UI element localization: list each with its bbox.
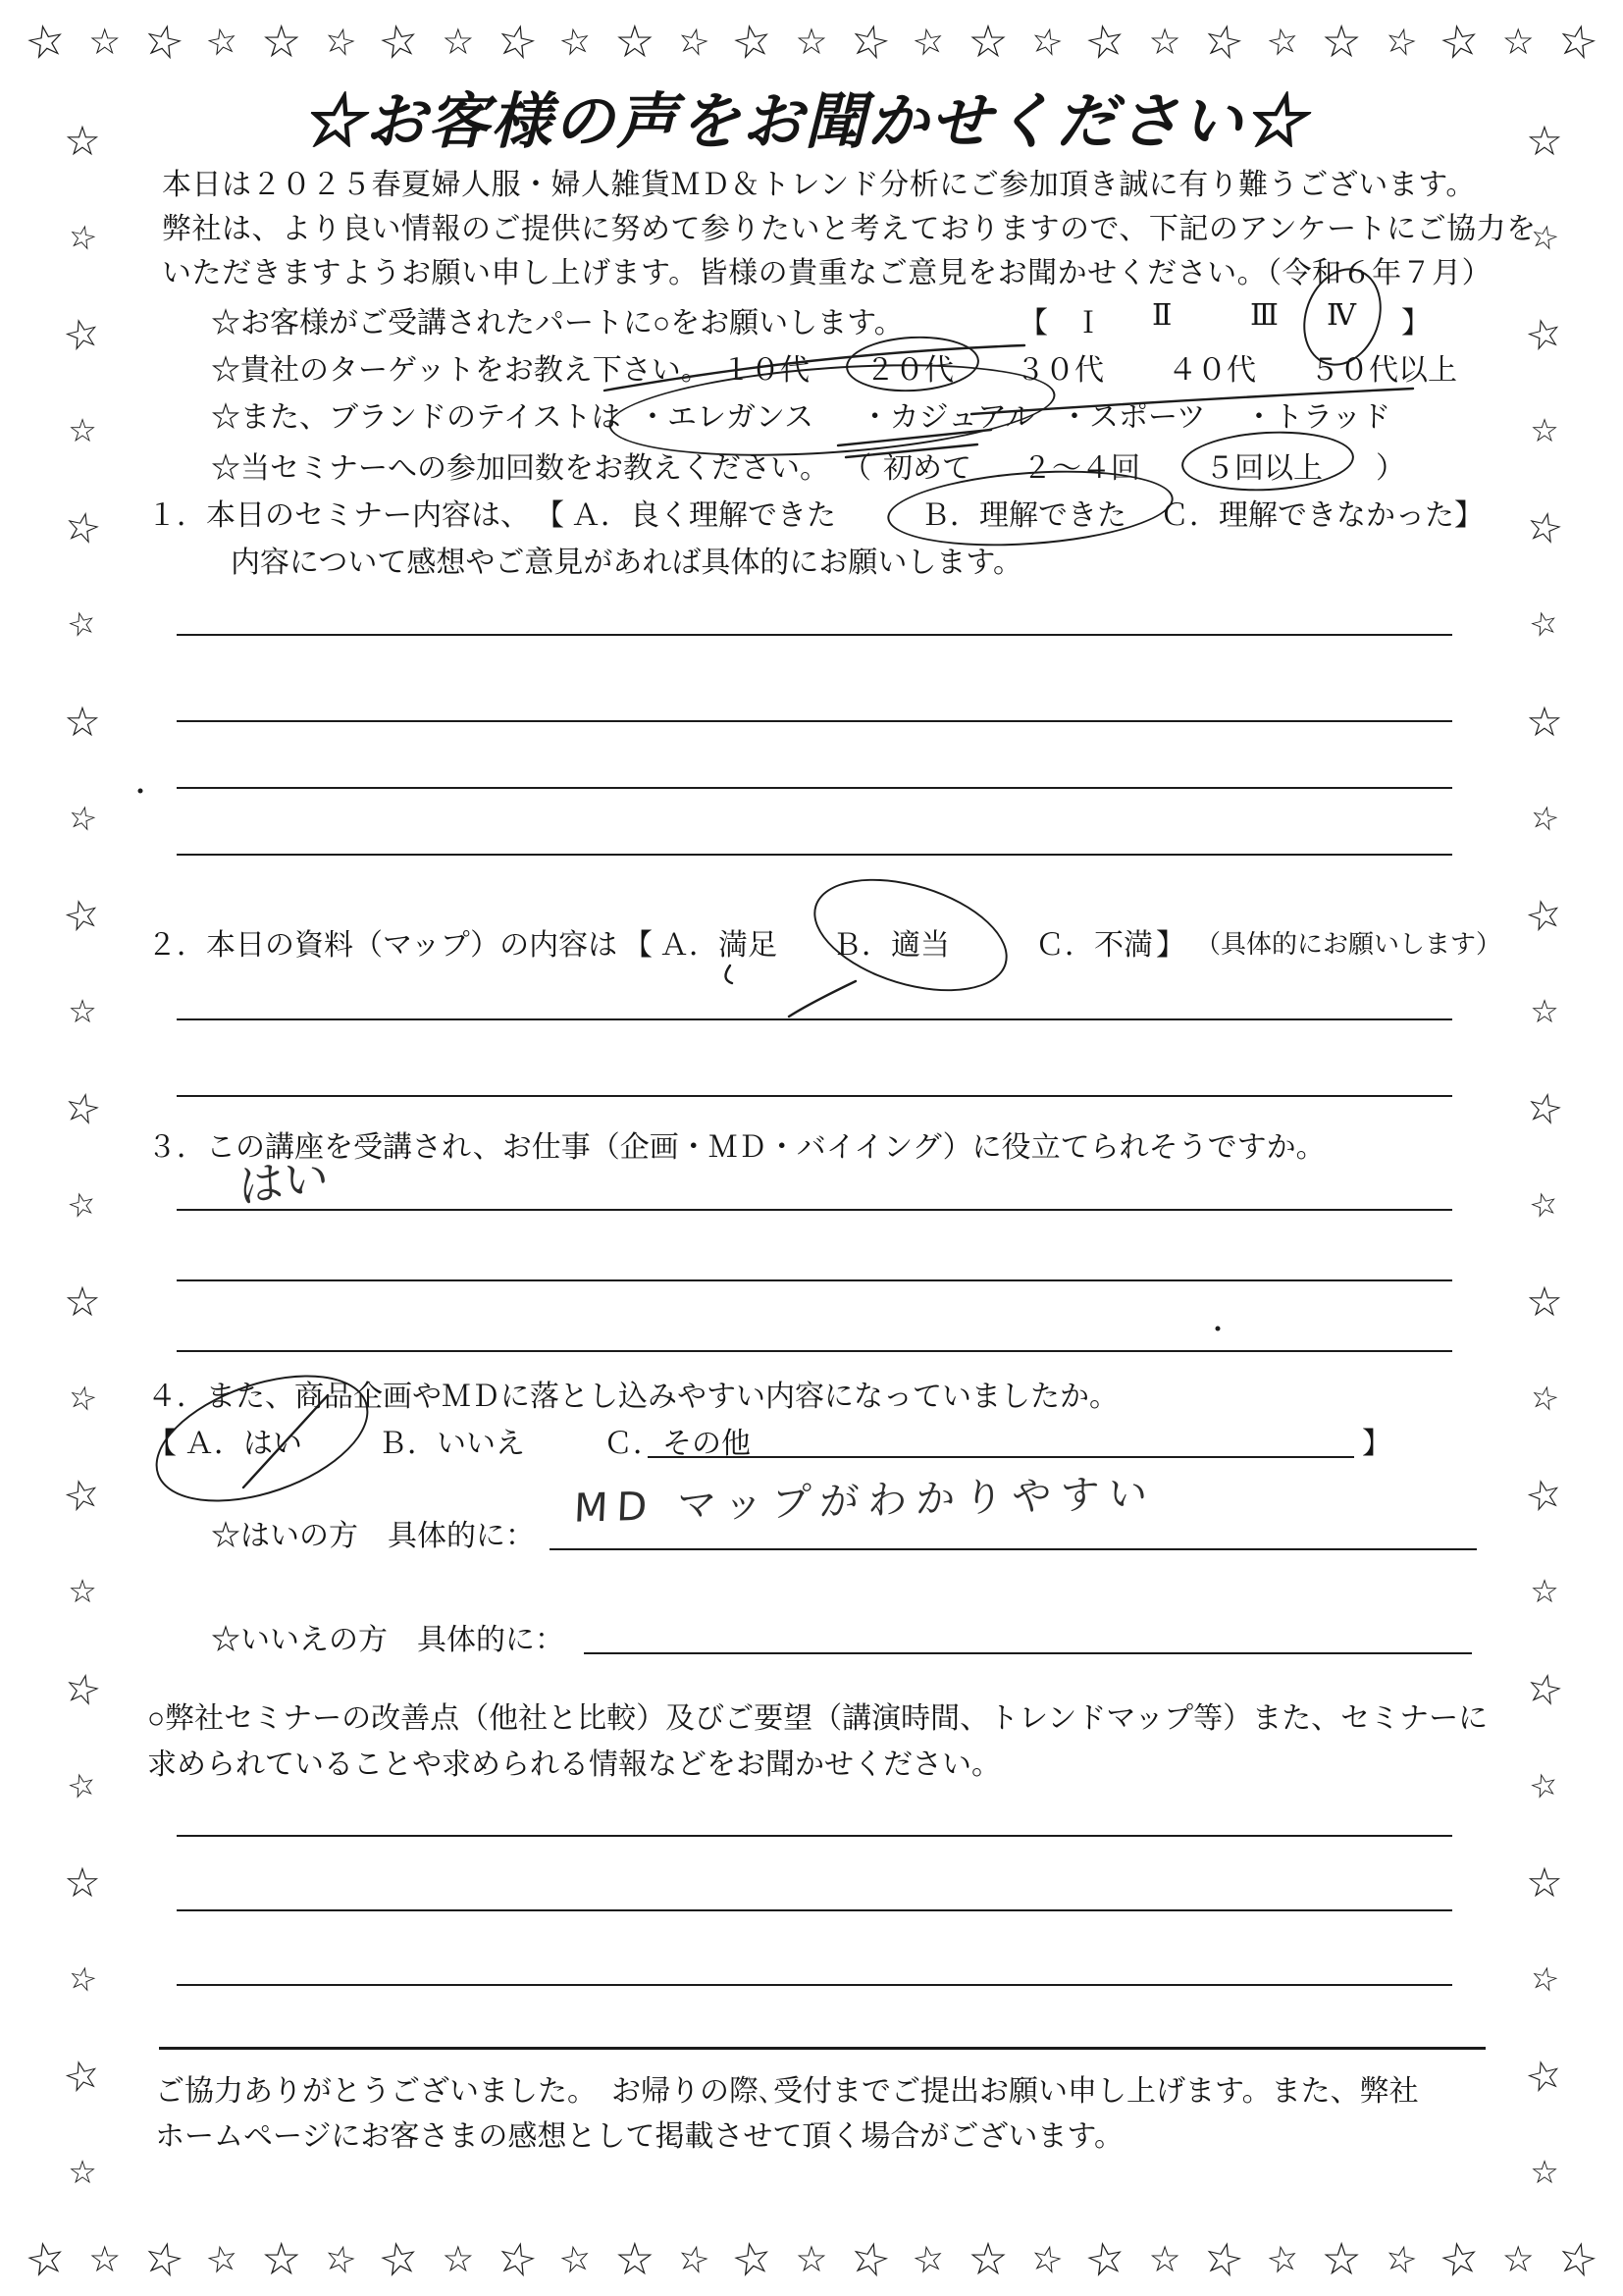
- answer-line: [177, 1835, 1452, 1837]
- border-star-icon: ☆: [1526, 1185, 1563, 1227]
- part-option-1: Ｉ: [1073, 307, 1103, 339]
- part-bracket-close: 】: [1401, 307, 1431, 339]
- border-star-icon: ☆: [1526, 218, 1563, 259]
- taste-option-elegance: ・エレガンス: [638, 401, 814, 434]
- q4-bracket-close: 】: [1362, 1428, 1391, 1460]
- border-star-icon: ☆: [1148, 22, 1181, 63]
- star-border-top: [21, 13, 1603, 71]
- border-star-icon: ☆: [88, 2239, 122, 2280]
- border-star-icon: ☆: [1380, 19, 1421, 66]
- part-question-label: ☆お客様がご受講されたパートに○をお願いします。: [211, 307, 904, 339]
- border-star-icon: ☆: [88, 22, 122, 63]
- border-star-icon: ☆: [1526, 1765, 1563, 1807]
- q3-label: ３．この講座を受講され、お仕事（企画・ＭＤ・バイイング）に役立てられそうですか。: [147, 1131, 1326, 1164]
- border-star-icon: ☆: [64, 218, 101, 259]
- q1-row: [0, 491, 1623, 532]
- border-star-icon: ☆: [64, 120, 101, 165]
- border-star-icon: ☆: [614, 2234, 655, 2284]
- pen-tail-q2: [789, 981, 856, 1017]
- target-option-30s: ３０代: [1016, 354, 1104, 387]
- border-star-icon: ☆: [68, 1575, 97, 1611]
- attendance-option-5plus: [1205, 444, 1323, 487]
- taste-options-circled-group: [638, 392, 1035, 436]
- answer-line: [177, 787, 1452, 789]
- border-star-icon: ☆: [1198, 2230, 1250, 2288]
- border-star-icon: ☆: [1321, 2234, 1362, 2284]
- border-star-icon: ☆: [68, 414, 97, 450]
- target-question-label: ☆貴社のターゲットをお教え下さい。: [211, 354, 710, 387]
- border-star-icon: ☆: [1530, 2155, 1559, 2191]
- q1-sub-label: 内容について感想やご意見があれば具体的にお願いします。: [231, 547, 1022, 579]
- border-star-icon: ☆: [1198, 13, 1250, 71]
- taste-question-label: ☆また、ブランドのテイストは: [211, 401, 621, 434]
- border-star-icon: ☆: [614, 17, 655, 67]
- border-star-icon: ☆: [492, 13, 543, 71]
- border-star-icon: ☆: [59, 309, 106, 363]
- border-star-icon: ☆: [59, 1664, 106, 1716]
- stray-mark-q2: [725, 965, 732, 983]
- border-star-icon: ☆: [59, 2051, 106, 2104]
- footer-rule: [159, 2047, 1486, 2050]
- border-star-icon: ☆: [261, 17, 302, 67]
- border-star-icon: ☆: [1501, 22, 1535, 63]
- answer-line: [177, 720, 1452, 722]
- border-star-icon: ☆: [202, 19, 242, 66]
- no-detail-label: ☆いいえの方 具体的に：: [211, 1624, 564, 1656]
- target-option-40s: ４０代: [1168, 354, 1256, 387]
- border-star-icon: ☆: [64, 1379, 101, 1420]
- border-star-icon: ☆: [909, 2236, 950, 2283]
- border-star-icon: ☆: [64, 1280, 101, 1327]
- border-star-icon: ☆: [1521, 2051, 1568, 2104]
- border-star-icon: ☆: [59, 502, 106, 555]
- taste-option-casual: ・カジュアル: [860, 401, 1035, 434]
- answer-line: [177, 1018, 1452, 1020]
- border-star-icon: ☆: [555, 19, 597, 66]
- attendance-question-row: [0, 444, 1623, 485]
- q2-option-b-label: Ｂ．適当: [832, 929, 950, 962]
- border-star-icon: ☆: [1551, 13, 1603, 71]
- answer-line: [177, 1350, 1452, 1352]
- border-star-icon: ☆: [59, 1083, 106, 1136]
- answer-line: [177, 1279, 1452, 1281]
- q4-option-b: Ｂ．いいえ: [378, 1428, 525, 1460]
- q1-label: １．本日のセミナー内容は、: [147, 499, 530, 532]
- border-star-icon: ☆: [59, 1470, 106, 1524]
- attendance-option-first: 初めて: [883, 452, 971, 485]
- border-star-icon: ☆: [1530, 994, 1559, 1030]
- border-star-icon: ☆: [319, 2236, 361, 2283]
- handwritten-yes-detail: MD マップがわかりやすい: [572, 1471, 1158, 1532]
- border-star-icon: ☆: [202, 2236, 242, 2283]
- q4-row: [0, 1372, 1623, 1413]
- border-star-icon: ☆: [1521, 309, 1568, 363]
- border-star-icon: ☆: [1434, 2230, 1485, 2288]
- border-star-icon: ☆: [555, 2236, 597, 2283]
- border-star-icon: ☆: [845, 13, 896, 71]
- border-star-icon: ☆: [1026, 19, 1068, 66]
- part-option-3: Ⅲ: [1250, 299, 1279, 332]
- q2-suffix: （具体的にお願いします）: [1195, 930, 1502, 959]
- border-star-icon: ☆: [64, 1860, 101, 1906]
- answer-line: [177, 1984, 1452, 1986]
- border-star-icon: ☆: [1526, 1959, 1563, 2001]
- border-star-icon: ☆: [374, 2230, 424, 2288]
- border-star-icon: ☆: [442, 22, 475, 63]
- border-star-icon: ☆: [319, 19, 361, 66]
- border-star-icon: ☆: [1434, 13, 1485, 71]
- part-option-2: Ⅱ: [1152, 299, 1173, 332]
- stray-dot-right: [1216, 1327, 1221, 1331]
- page-title: ☆お客様の声をお聞かせください☆: [301, 89, 1307, 156]
- stray-dot-left: [138, 789, 143, 794]
- q1-option-b: [920, 491, 1126, 534]
- footer-line-1: ご協力ありがとうございました。 お帰りの際､受付までご提出お願い申し上げます。また、弊社: [155, 2075, 1419, 2108]
- border-star-icon: ☆: [1521, 1470, 1568, 1524]
- border-star-icon: ☆: [1526, 120, 1563, 165]
- border-star-icon: ☆: [845, 2230, 896, 2288]
- border-star-icon: ☆: [64, 1765, 101, 1807]
- q1-bracket-close: 】: [1454, 499, 1484, 532]
- border-star-icon: ☆: [1530, 1575, 1559, 1611]
- border-star-icon: ☆: [1380, 2236, 1421, 2283]
- border-star-icon: ☆: [442, 2239, 475, 2280]
- yes-detail-label: ☆はいの方 具体的に：: [211, 1520, 535, 1552]
- answer-line: [177, 1209, 1452, 1211]
- q4-option-a: [184, 1419, 302, 1462]
- border-star-icon: ☆: [374, 13, 424, 71]
- border-star-icon: ☆: [68, 994, 97, 1030]
- border-star-icon: ☆: [1521, 889, 1568, 943]
- answer-line: [177, 1095, 1452, 1097]
- border-star-icon: ☆: [909, 19, 950, 66]
- part-bracket-open: 【: [1019, 307, 1048, 339]
- border-star-icon: ☆: [1530, 414, 1559, 450]
- q4-option-a-label: Ａ．はい: [184, 1428, 302, 1460]
- border-star-icon: ☆: [1551, 2230, 1603, 2288]
- intro-line-1: 本日は２０２５春夏婦人服・婦人雑貨ＭＤ＆トレンド分析にご参加頂き誠に有り難うございます。: [162, 169, 1476, 201]
- intro-line-2: 弊社は、より良い情報のご提供に努めて参りたいと考えておりますので、下記のアンケートにご協力を: [162, 213, 1537, 245]
- border-star-icon: ☆: [1321, 17, 1362, 67]
- border-star-icon: ☆: [1526, 1860, 1563, 1906]
- answer-line: [177, 634, 1452, 636]
- answer-line: [177, 1909, 1452, 1911]
- border-star-icon: ☆: [1080, 13, 1131, 71]
- q1-option-c: Ｃ．理解できなかった: [1160, 499, 1454, 532]
- q2-label: ２．本日の資料（マップ）の内容は: [147, 929, 618, 962]
- q4-bracket-open: 【: [147, 1428, 177, 1460]
- border-star-icon: ☆: [1501, 2239, 1535, 2280]
- target-option-50s: ５０代以上: [1310, 354, 1457, 387]
- border-star-icon: ☆: [727, 2230, 777, 2288]
- attendance-paren-close: ）: [1376, 452, 1405, 485]
- q4-other-line: [648, 1456, 1354, 1458]
- border-star-icon: ☆: [1262, 19, 1303, 66]
- border-star-icon: ☆: [64, 1185, 101, 1227]
- border-star-icon: ☆: [1526, 1379, 1563, 1420]
- taste-option-trad: ・トラッド: [1244, 401, 1391, 434]
- target-option-10s: １０代: [721, 354, 810, 387]
- border-star-icon: ☆: [1080, 2230, 1131, 2288]
- taste-question-row: [0, 392, 1623, 434]
- attendance-question-label: ☆当セミナーへの参加回数をお教えください。: [211, 452, 829, 485]
- border-star-icon: ☆: [21, 13, 71, 71]
- handwritten-q3-answer: はい: [237, 1149, 330, 1214]
- star-border-bottom: [21, 2230, 1603, 2288]
- border-star-icon: ☆: [1262, 2236, 1303, 2283]
- part-option-4: [1327, 298, 1356, 333]
- border-star-icon: ☆: [1148, 2239, 1181, 2280]
- border-star-icon: ☆: [64, 700, 101, 746]
- border-star-icon: ☆: [1526, 1280, 1563, 1327]
- border-star-icon: ☆: [1526, 700, 1563, 746]
- q4-options-row: [0, 1419, 1623, 1460]
- target-question-row: [0, 345, 1623, 387]
- q2-bracket-open: 【: [623, 929, 653, 962]
- border-star-icon: ☆: [64, 798, 101, 840]
- border-star-icon: ☆: [64, 1959, 101, 2001]
- taste-option-sports: ・スポーツ: [1060, 401, 1206, 434]
- footer-line-2: ホームページにお客さまの感想として掲載させて頂く場合がございます。: [155, 2120, 1124, 2153]
- q2-option-c: Ｃ．不満: [1035, 929, 1153, 962]
- q4-option-c: Ｃ．その他: [603, 1428, 751, 1460]
- q2-bracket-close: 】: [1156, 929, 1185, 962]
- q1-option-b-label: Ｂ．理解できた: [920, 499, 1126, 532]
- request-line-1: ○弊社セミナーの改善点（他社と比較）及びご要望（講演時間、トレンドマップ等）また、セミナーに: [147, 1702, 1489, 1735]
- request-line-2: 求められていることや求められる情報などをお聞かせください。: [147, 1748, 1001, 1781]
- intro-line-3: いただきますようお願い申し上げます。皆様の貴重なご意見をお聞かせください。（令和６年７月）: [162, 257, 1492, 289]
- border-star-icon: ☆: [1026, 2236, 1068, 2283]
- attendance-paren-open: （: [842, 452, 871, 485]
- border-star-icon: ☆: [673, 19, 714, 66]
- border-star-icon: ☆: [968, 17, 1009, 67]
- part-question-row: [0, 298, 1623, 339]
- yes-detail-line: [550, 1548, 1477, 1550]
- q4-label: ４．また、商品企画やＭＤに落とし込みやすい内容になっていましたか。: [147, 1381, 1119, 1413]
- border-star-icon: ☆: [1526, 604, 1563, 647]
- border-star-icon: ☆: [261, 2234, 302, 2284]
- no-detail-line: [584, 1652, 1472, 1654]
- border-star-icon: ☆: [1521, 1083, 1568, 1136]
- border-star-icon: ☆: [727, 13, 777, 71]
- target-option-20s-label: ２０代: [865, 354, 954, 387]
- border-star-icon: ☆: [137, 2230, 189, 2288]
- border-star-icon: ☆: [21, 2230, 71, 2288]
- border-star-icon: ☆: [1521, 1664, 1568, 1716]
- border-star-icon: ☆: [137, 13, 189, 71]
- q2-option-a: Ａ．満足: [659, 929, 777, 962]
- border-star-icon: ☆: [795, 22, 828, 63]
- q1-option-a: Ａ．良く理解できた: [571, 499, 836, 532]
- border-star-icon: ☆: [68, 2155, 97, 2191]
- attendance-option-2to4: ２～４回: [1022, 452, 1140, 485]
- intro-paragraph: [162, 163, 1537, 295]
- target-option-20s: [865, 345, 954, 389]
- border-star-icon: ☆: [968, 2234, 1009, 2284]
- q1-bracket-open: 【: [535, 499, 564, 532]
- part-option-4-label: Ⅳ: [1327, 299, 1356, 332]
- no-detail-row: [0, 1615, 1623, 1656]
- border-star-icon: ☆: [64, 604, 101, 647]
- q2-option-b: [832, 920, 950, 964]
- attendance-option-5plus-label: ５回以上: [1205, 452, 1323, 485]
- border-star-icon: ☆: [673, 2236, 714, 2283]
- q2-row: [0, 920, 1623, 962]
- border-star-icon: ☆: [1526, 798, 1563, 840]
- border-star-icon: ☆: [1521, 502, 1568, 555]
- border-star-icon: ☆: [795, 2239, 828, 2280]
- border-star-icon: ☆: [59, 889, 106, 943]
- answer-line: [177, 854, 1452, 856]
- border-star-icon: ☆: [492, 2230, 543, 2288]
